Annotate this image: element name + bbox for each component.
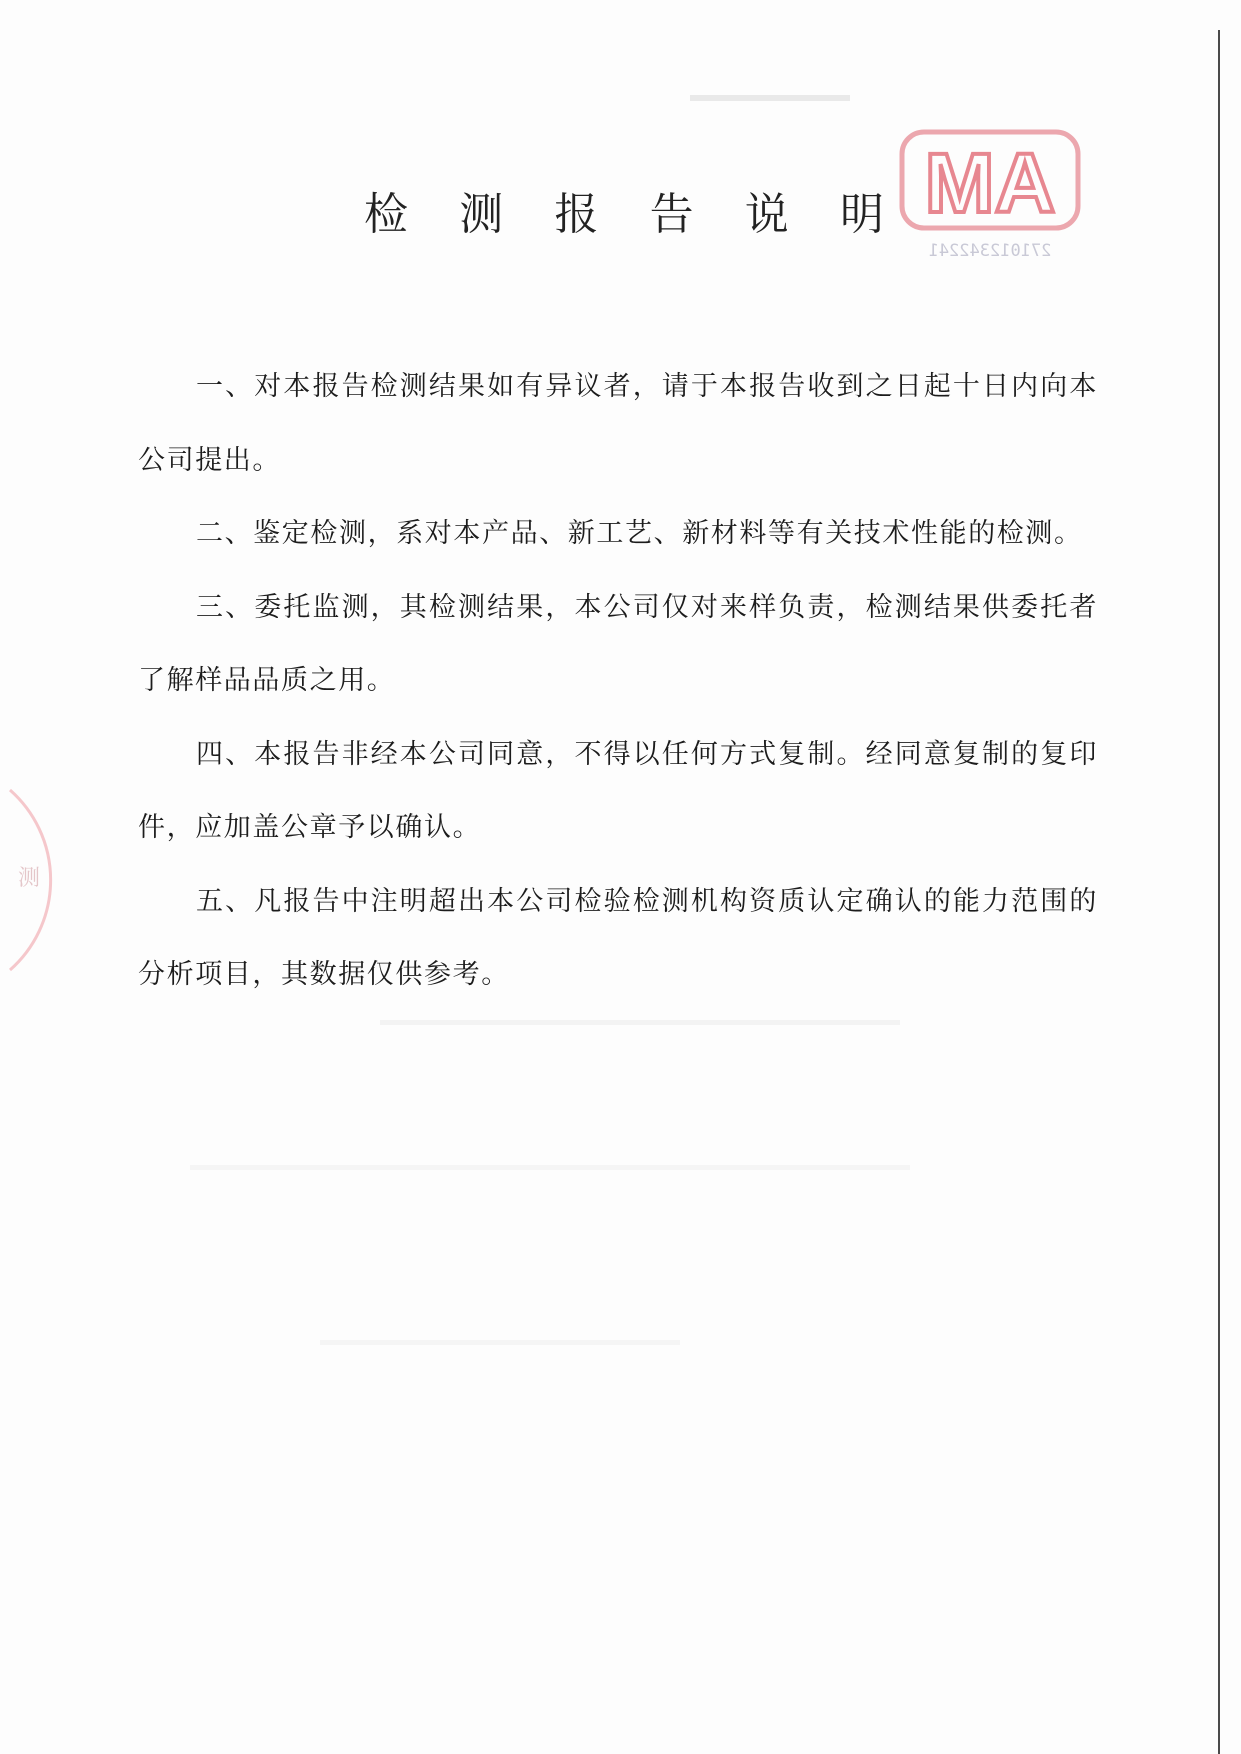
title-char: 报 bbox=[554, 189, 599, 240]
cma-stamp-mark: MA bbox=[924, 136, 1056, 230]
title-char: 明 bbox=[839, 189, 884, 240]
note-paragraph-1: 一、对本报告检测结果如有异议者，请于本报告收到之日起十日内向本公司提出。 bbox=[138, 371, 1098, 476]
page-title bbox=[364, 185, 884, 245]
note-paragraph-2: 二、鉴定检测，系对本产品、新工艺、新材料等有关技术性能的检测。 bbox=[196, 518, 1083, 549]
bleed-through-mark bbox=[690, 95, 850, 101]
bleed-through-mark bbox=[320, 1340, 680, 1345]
title-char: 检 bbox=[364, 189, 408, 240]
edge-seal-text: 测 bbox=[18, 866, 41, 891]
title-char: 测 bbox=[459, 189, 504, 240]
title-char: 告 bbox=[649, 189, 694, 240]
title-char: 说 bbox=[744, 189, 789, 240]
cma-stamp-number: 271012342241 bbox=[928, 241, 1052, 261]
note-paragraph-3: 三、委托监测，其检测结果，本公司仅对来样负责，检测结果供委托者了解样品品质之用。 bbox=[138, 591, 1098, 696]
report-notes bbox=[138, 350, 1098, 1012]
cma-stamp bbox=[896, 126, 1084, 266]
page-edge-line bbox=[1218, 30, 1220, 1754]
note-paragraph-5: 五、凡报告中注明超出本公司检验检测机构资质认定确认的能力范围的分析项目，其数据仅供参考。 bbox=[138, 885, 1098, 990]
bleed-through-mark bbox=[380, 1020, 900, 1025]
note-paragraph-4: 四、本报告非经本公司同意，不得以任何方式复制。经同意复制的复印件，应加盖公章予以确认。 bbox=[138, 738, 1098, 843]
bleed-through-mark bbox=[190, 1165, 910, 1170]
edge-seal-fragment bbox=[0, 780, 70, 980]
